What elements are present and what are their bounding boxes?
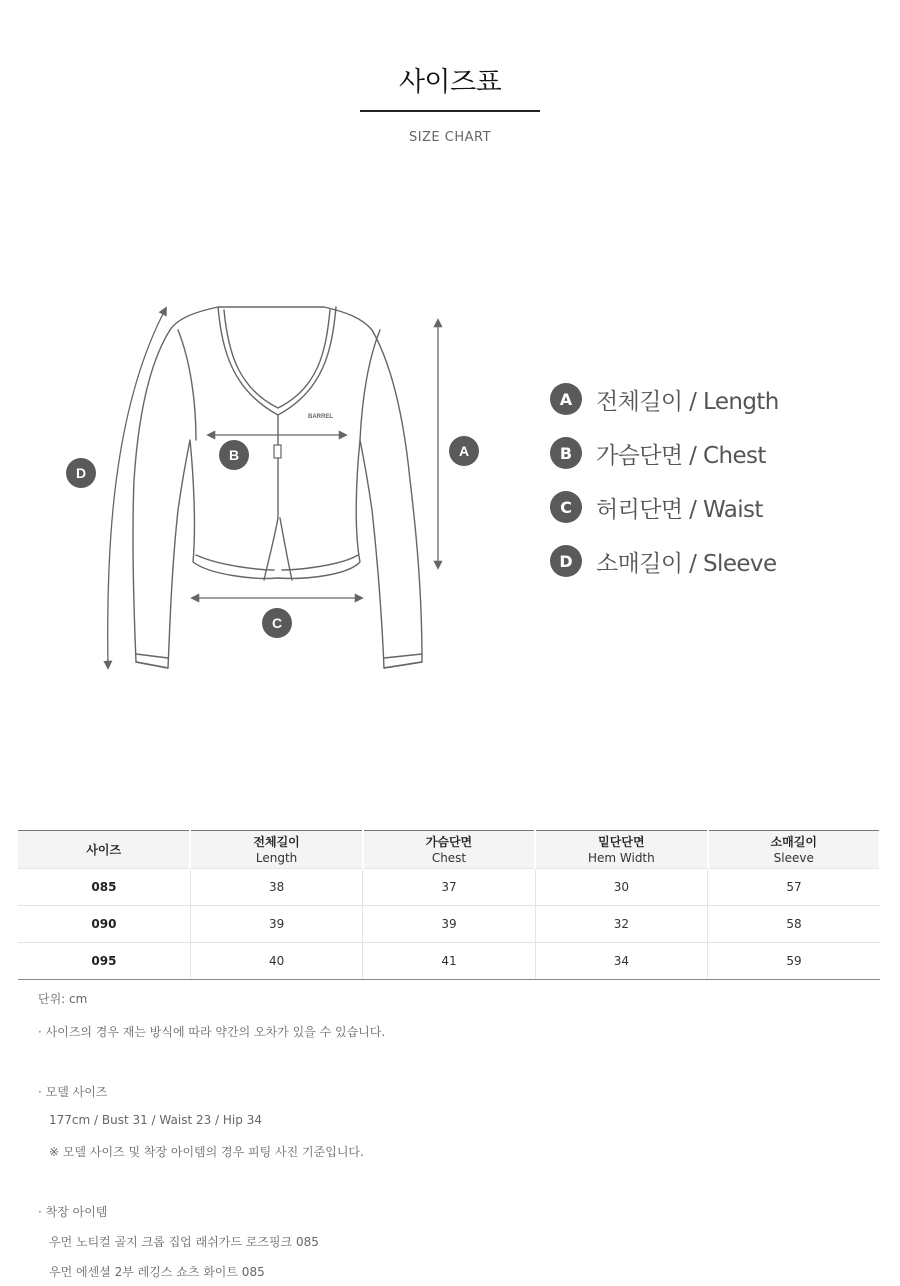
zipper-right bbox=[280, 518, 292, 580]
legend-label: 가슴단면 / Chest bbox=[596, 442, 766, 469]
model-size: 177cm / Bust 31 / Waist 23 / Hip 34 bbox=[49, 1113, 262, 1127]
neckline bbox=[218, 307, 336, 415]
legend-badge: C bbox=[550, 491, 582, 523]
zipper-pull bbox=[274, 445, 281, 458]
legend-label: 허리단면 / Waist bbox=[596, 496, 763, 523]
model-heading: · 모델 사이즈 bbox=[38, 1085, 108, 1099]
table-cell-size: 095 bbox=[18, 943, 190, 980]
legend-badge: B bbox=[550, 437, 582, 469]
page-title: 사이즈표 bbox=[398, 67, 502, 98]
logo-text: BARREL bbox=[308, 414, 333, 420]
hem-stitch bbox=[196, 555, 358, 570]
legend-badge: A bbox=[550, 383, 582, 415]
left-armhole-seam bbox=[178, 330, 196, 440]
table-cell: 58 bbox=[708, 906, 880, 943]
legend-badge: D bbox=[550, 545, 582, 577]
table-row bbox=[18, 869, 880, 906]
badge-b bbox=[219, 440, 249, 470]
table-cell: 32 bbox=[535, 906, 707, 943]
badge-a bbox=[449, 436, 479, 466]
badge-c-label: C bbox=[271, 615, 283, 631]
header-main: 가슴단면 bbox=[425, 834, 473, 849]
unit-note: 단위: cm bbox=[38, 992, 88, 1006]
right-cuff bbox=[384, 654, 422, 668]
header-length bbox=[190, 831, 362, 869]
badge-d bbox=[66, 458, 96, 488]
table-cell: 30 bbox=[535, 869, 707, 906]
zipper bbox=[264, 415, 278, 580]
item-line: 우먼 노티컬 골지 크롭 집업 래쉬가드 로즈핑크 085 bbox=[49, 1235, 319, 1249]
table-cell: 41 bbox=[363, 943, 535, 980]
legend-label: 소매길이 / Sleeve bbox=[596, 550, 777, 577]
table-cell: 34 bbox=[535, 943, 707, 980]
badge-a-label: A bbox=[458, 443, 470, 459]
right-armhole-seam bbox=[360, 330, 380, 440]
table-cell: 38 bbox=[190, 869, 362, 906]
items-heading: · 착장 아이템 bbox=[38, 1205, 108, 1219]
table-cell: 39 bbox=[190, 906, 362, 943]
header-sub: Hem Width bbox=[587, 850, 655, 865]
header-sub: Sleeve bbox=[773, 850, 814, 865]
legend-item-sleeve bbox=[550, 544, 890, 578]
garment-diagram bbox=[60, 290, 500, 690]
neckline-trim bbox=[224, 310, 330, 408]
header-sub: Chest bbox=[431, 850, 467, 865]
model-note: ※ 모델 사이즈 및 착장 아이템의 경우 피팅 사진 기준입니다. bbox=[49, 1145, 364, 1159]
measurement-legend bbox=[550, 382, 890, 598]
legend-item-length bbox=[550, 382, 890, 416]
table-row bbox=[18, 943, 880, 980]
table-header-row bbox=[18, 831, 880, 869]
badge-b-label: B bbox=[228, 447, 240, 463]
header-sub: Length bbox=[255, 850, 298, 865]
item-line: 우먼 에센셜 2부 레깅스 쇼츠 화이트 085 bbox=[49, 1265, 265, 1279]
sleeve-arrow bbox=[108, 308, 166, 668]
header-main: 전체길이 bbox=[253, 834, 300, 849]
title-divider bbox=[360, 110, 540, 112]
size-note: · 사이즈의 경우 재는 방식에 따라 약간의 오차가 있을 수 있습니다. bbox=[38, 1025, 386, 1039]
badge-c bbox=[262, 608, 292, 638]
legend-item-chest bbox=[550, 436, 890, 470]
table-cell: 59 bbox=[708, 943, 880, 980]
header-sleeve bbox=[708, 831, 880, 869]
header-hem-width bbox=[535, 831, 707, 869]
page-subtitle: SIZE CHART bbox=[408, 130, 492, 145]
header-main: 밑단단면 bbox=[598, 834, 645, 849]
table-cell: 39 bbox=[363, 906, 535, 943]
table-cell: 57 bbox=[708, 869, 880, 906]
table-row bbox=[18, 906, 880, 943]
header-main: 소매길이 bbox=[770, 834, 817, 849]
size-table bbox=[18, 830, 881, 980]
table-cell: 40 bbox=[190, 943, 362, 980]
legend-label: 전체길이 / Length bbox=[596, 388, 779, 415]
badge-d-label: D bbox=[75, 465, 87, 481]
table-cell-size: 090 bbox=[18, 906, 190, 943]
legend-item-waist bbox=[550, 490, 890, 524]
table-cell-size: 085 bbox=[18, 869, 190, 906]
left-cuff bbox=[136, 654, 168, 668]
header-size bbox=[18, 831, 190, 869]
header-main: 사이즈 bbox=[86, 842, 122, 857]
table-cell: 37 bbox=[363, 869, 535, 906]
header-chest bbox=[363, 831, 535, 869]
